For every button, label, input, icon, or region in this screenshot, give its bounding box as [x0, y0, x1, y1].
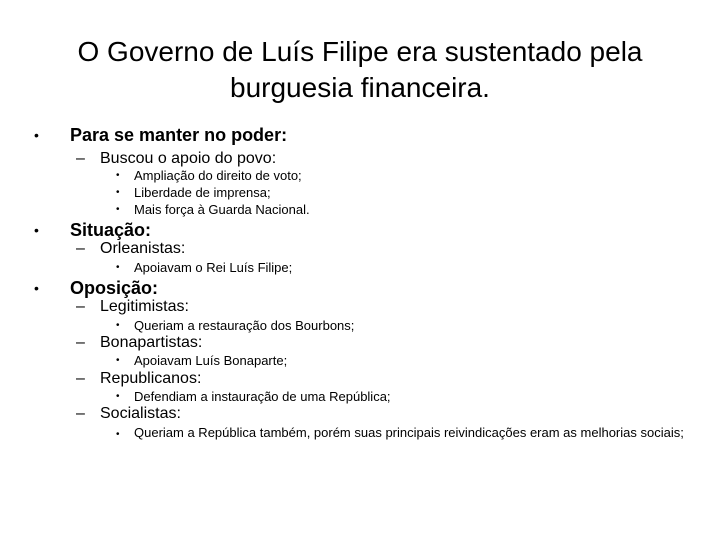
- list-item-text: Mais força à Guarda Nacional.: [134, 202, 310, 217]
- list-item-text: Queriam a República também, porém suas principais reivindicações eram as melhorias sociais;: [134, 425, 684, 440]
- bullet-marker: •: [34, 222, 39, 238]
- bullet-marker: •: [34, 127, 39, 143]
- group-label-text: Republicanos:: [100, 370, 202, 387]
- bullet-marker: •: [34, 280, 39, 296]
- bullet-marker: •: [116, 262, 120, 273]
- bullet-marker: •: [116, 170, 120, 181]
- dash-marker: –: [76, 240, 85, 257]
- group-label-text: Bonapartistas:: [100, 334, 203, 351]
- dash-marker: –: [76, 298, 85, 315]
- list-item-text: Queriam a restauração dos Bourbons;: [134, 318, 355, 333]
- dash-marker: –: [76, 405, 85, 422]
- list-item: [116, 318, 355, 333]
- section-heading: [34, 278, 159, 299]
- bullet-marker: •: [116, 320, 120, 331]
- bullet-marker: •: [116, 187, 120, 198]
- section-heading: [34, 125, 288, 146]
- list-item-text: Apoiavam o Rei Luís Filipe;: [134, 260, 293, 275]
- group-label: [76, 334, 203, 352]
- list-item: [116, 353, 288, 368]
- list-item: [116, 260, 293, 275]
- list-item: [116, 202, 310, 217]
- bullet-marker: •: [116, 355, 120, 366]
- list-item: [116, 185, 271, 200]
- group-label: [76, 240, 186, 258]
- group-label: [76, 370, 202, 388]
- group-label-text: Legitimistas:: [100, 298, 189, 315]
- list-item-text: Liberdade de imprensa;: [134, 185, 271, 200]
- group-label-text: Orleanistas:: [100, 240, 186, 257]
- dash-marker: –: [76, 150, 85, 167]
- list-item-text: Ampliação do direito de voto;: [134, 168, 302, 183]
- section-heading-text: Situação:: [70, 220, 152, 240]
- group-label-text: Buscou o apoio do povo:: [100, 150, 277, 167]
- group-label: [76, 150, 277, 168]
- title-line-2: burguesia financeira.: [230, 72, 490, 103]
- title-line-1: O Governo de Luís Filipe era sustentado pela: [77, 36, 643, 67]
- section-heading-text: Oposição:: [70, 278, 159, 298]
- group-label-text: Socialistas:: [100, 405, 181, 422]
- bullet-marker: •: [116, 391, 120, 402]
- bullet-marker: •: [116, 204, 120, 215]
- section-heading-text: Para se manter no poder:: [70, 125, 288, 145]
- list-item: [116, 168, 302, 183]
- list-item: [116, 389, 391, 404]
- list-item-text: Defendiam a instauração de uma República;: [134, 389, 391, 404]
- section-heading: [34, 220, 152, 241]
- list-item-text: Apoiavam Luís Bonaparte;: [134, 353, 288, 368]
- list-item: [116, 425, 694, 440]
- dash-marker: –: [76, 334, 85, 351]
- group-label: [76, 298, 189, 316]
- bullet-marker: •: [116, 429, 120, 440]
- group-label: [76, 405, 181, 423]
- dash-marker: –: [76, 370, 85, 387]
